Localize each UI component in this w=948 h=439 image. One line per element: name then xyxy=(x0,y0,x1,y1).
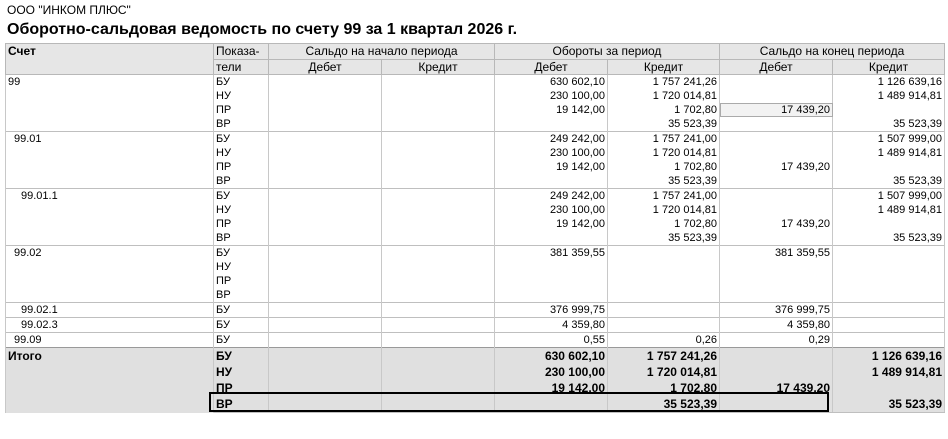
trial-balance-table xyxy=(5,43,945,413)
opening-debit-cell[interactable] xyxy=(269,231,382,246)
table-row[interactable] xyxy=(6,117,945,132)
table-row[interactable] xyxy=(6,160,945,174)
opening-credit-cell[interactable] xyxy=(382,246,495,261)
opening-credit-cell[interactable] xyxy=(382,217,495,231)
total-opening-debit-cell[interactable] xyxy=(269,396,382,413)
turnover-debit-cell[interactable]: 249 242,00 xyxy=(495,189,608,204)
header-opening-balance: Сальдо на начало периода xyxy=(269,44,495,60)
turnover-credit-cell[interactable]: 1 757 241,00 xyxy=(608,189,720,204)
indicator-cell[interactable]: ВР xyxy=(214,288,269,303)
table-row[interactable] xyxy=(6,203,945,217)
closing-debit-cell[interactable] xyxy=(720,89,833,103)
total-opening-credit-cell[interactable] xyxy=(382,380,495,396)
account-cell[interactable] xyxy=(6,174,214,189)
closing-credit-cell[interactable] xyxy=(833,217,945,231)
opening-credit-cell[interactable] xyxy=(382,288,495,303)
opening-debit-cell[interactable] xyxy=(269,203,382,217)
account-cell[interactable]: 99.01 xyxy=(6,132,214,147)
header-opening-debit: Дебет xyxy=(269,60,382,75)
indicator-cell[interactable]: БУ xyxy=(214,132,269,147)
total-opening-debit-cell[interactable] xyxy=(269,364,382,380)
table-row[interactable] xyxy=(6,231,945,246)
indicator-cell[interactable]: БУ xyxy=(214,303,269,318)
indicator-cell[interactable]: ВР xyxy=(214,117,269,132)
total-closing-credit-cell[interactable]: 1 126 639,16 xyxy=(833,348,945,365)
closing-credit-cell[interactable] xyxy=(833,318,945,333)
opening-debit-cell[interactable] xyxy=(269,217,382,231)
table-row[interactable] xyxy=(6,303,945,318)
header-turnover: Обороты за период xyxy=(495,44,720,60)
account-cell[interactable] xyxy=(6,260,214,274)
closing-debit-cell[interactable] xyxy=(720,260,833,274)
turnover-debit-cell[interactable]: 19 142,00 xyxy=(495,160,608,174)
header-closing-credit: Кредит xyxy=(833,60,945,75)
closing-credit-cell[interactable] xyxy=(833,160,945,174)
header-indicators: Показа- xyxy=(214,44,269,60)
closing-credit-cell[interactable] xyxy=(833,303,945,318)
account-cell[interactable] xyxy=(6,217,214,231)
turnover-credit-cell[interactable]: 1 720 014,81 xyxy=(608,146,720,160)
opening-debit-cell[interactable] xyxy=(269,246,382,261)
opening-credit-cell[interactable] xyxy=(382,274,495,288)
turnover-credit-cell[interactable] xyxy=(608,260,720,274)
indicator-cell[interactable]: ПР xyxy=(214,217,269,231)
total-opening-debit-cell[interactable] xyxy=(269,380,382,396)
opening-credit-cell[interactable] xyxy=(382,333,495,348)
turnover-debit-cell[interactable] xyxy=(495,117,608,132)
total-turnover-debit-cell[interactable]: 19 142,00 xyxy=(495,380,608,396)
closing-debit-cell[interactable]: 376 999,75 xyxy=(720,303,833,318)
total-opening-credit-cell[interactable] xyxy=(382,348,495,365)
closing-credit-cell[interactable] xyxy=(833,260,945,274)
opening-credit-cell[interactable] xyxy=(382,117,495,132)
turnover-debit-cell[interactable]: 19 142,00 xyxy=(495,103,608,117)
turnover-debit-cell[interactable] xyxy=(495,260,608,274)
opening-credit-cell[interactable] xyxy=(382,189,495,204)
opening-credit-cell[interactable] xyxy=(382,75,495,90)
opening-credit-cell[interactable] xyxy=(382,132,495,147)
account-cell[interactable] xyxy=(6,274,214,288)
total-turnover-debit-cell[interactable]: 630 602,10 xyxy=(495,348,608,365)
indicator-cell[interactable]: ПР xyxy=(214,274,269,288)
turnover-debit-cell[interactable]: 0,55 xyxy=(495,333,608,348)
turnover-debit-cell[interactable] xyxy=(495,174,608,189)
closing-debit-cell[interactable] xyxy=(720,132,833,147)
turnover-credit-cell[interactable]: 1 757 241,00 xyxy=(608,132,720,147)
total-closing-credit-cell[interactable]: 1 489 914,81 xyxy=(833,364,945,380)
indicator-cell[interactable]: НУ xyxy=(214,89,269,103)
turnover-credit-cell[interactable] xyxy=(608,303,720,318)
header-closing-balance: Сальдо на конец периода xyxy=(720,44,945,60)
closing-debit-cell[interactable] xyxy=(720,203,833,217)
account-cell[interactable]: 99.09 xyxy=(6,333,214,348)
total-closing-debit-cell[interactable] xyxy=(720,364,833,380)
total-closing-debit-cell[interactable] xyxy=(720,348,833,365)
closing-debit-cell[interactable] xyxy=(720,174,833,189)
closing-credit-cell[interactable]: 35 523,39 xyxy=(833,117,945,132)
indicator-cell[interactable]: НУ xyxy=(214,146,269,160)
turnover-credit-cell[interactable]: 1 702,80 xyxy=(608,103,720,117)
turnover-debit-cell[interactable]: 630 602,10 xyxy=(495,75,608,90)
opening-credit-cell[interactable] xyxy=(382,318,495,333)
closing-credit-cell[interactable]: 1 489 914,81 xyxy=(833,203,945,217)
closing-credit-cell[interactable] xyxy=(833,274,945,288)
total-indicator-cell[interactable]: БУ xyxy=(214,348,269,365)
turnover-credit-cell[interactable]: 1 702,80 xyxy=(608,217,720,231)
indicator-cell[interactable]: БУ xyxy=(214,189,269,204)
opening-debit-cell[interactable] xyxy=(269,189,382,204)
turnover-credit-cell[interactable]: 1 757 241,26 xyxy=(608,75,720,90)
turnover-debit-cell[interactable]: 4 359,80 xyxy=(495,318,608,333)
closing-credit-cell[interactable]: 35 523,39 xyxy=(833,231,945,246)
table-row[interactable] xyxy=(6,75,945,90)
total-indicator-cell[interactable]: ПР xyxy=(214,380,269,396)
report-title: Оборотно-сальдовая ведомость по счету 99 за 1 квартал 2026 г. xyxy=(7,21,518,38)
account-cell[interactable] xyxy=(6,146,214,160)
closing-debit-cell[interactable] xyxy=(720,274,833,288)
indicator-cell[interactable]: БУ xyxy=(214,333,269,348)
closing-debit-cell[interactable]: 381 359,55 xyxy=(720,246,833,261)
indicator-cell[interactable]: ПР xyxy=(214,160,269,174)
account-cell[interactable] xyxy=(6,203,214,217)
table-row[interactable] xyxy=(6,174,945,189)
total-turnover-debit-cell[interactable]: 230 100,00 xyxy=(495,364,608,380)
account-cell[interactable] xyxy=(6,288,214,303)
total-closing-credit-cell[interactable] xyxy=(833,380,945,396)
account-cell[interactable] xyxy=(6,160,214,174)
header-account: Счет xyxy=(6,44,214,75)
opening-debit-cell[interactable] xyxy=(269,274,382,288)
total-closing-credit-cell[interactable]: 35 523,39 xyxy=(833,396,945,413)
opening-credit-cell[interactable] xyxy=(382,303,495,318)
turnover-debit-cell[interactable]: 249 242,00 xyxy=(495,132,608,147)
total-indicator-cell[interactable]: НУ xyxy=(214,364,269,380)
turnover-debit-cell[interactable]: 230 100,00 xyxy=(495,89,608,103)
indicator-cell[interactable]: НУ xyxy=(214,203,269,217)
turnover-debit-cell[interactable]: 381 359,55 xyxy=(495,246,608,261)
turnover-credit-cell[interactable]: 35 523,39 xyxy=(608,117,720,132)
turnover-credit-cell[interactable] xyxy=(608,246,720,261)
account-cell[interactable]: 99.02 xyxy=(6,246,214,261)
table-row[interactable] xyxy=(6,246,945,261)
opening-debit-cell[interactable] xyxy=(269,260,382,274)
turnover-credit-cell[interactable]: 35 523,39 xyxy=(608,174,720,189)
opening-debit-cell[interactable] xyxy=(269,288,382,303)
closing-credit-cell[interactable] xyxy=(833,103,945,117)
total-row[interactable] xyxy=(6,348,945,365)
closing-credit-cell[interactable] xyxy=(833,246,945,261)
table-row[interactable] xyxy=(6,146,945,160)
indicator-cell[interactable]: НУ xyxy=(214,260,269,274)
total-turnover-credit-cell[interactable]: 1 702,80 xyxy=(608,380,720,396)
turnover-credit-cell[interactable]: 1 720 014,81 xyxy=(608,203,720,217)
turnover-credit-cell[interactable]: 1 702,80 xyxy=(608,160,720,174)
indicator-cell[interactable]: БУ xyxy=(214,318,269,333)
total-turnover-credit-cell[interactable]: 35 523,39 xyxy=(608,396,720,413)
total-label[interactable]: Итого xyxy=(6,348,214,413)
opening-credit-cell[interactable] xyxy=(382,231,495,246)
closing-debit-cell[interactable]: 17 439,20 xyxy=(720,160,833,174)
account-cell[interactable]: 99.01.1 xyxy=(6,189,214,204)
opening-credit-cell[interactable] xyxy=(382,160,495,174)
indicator-cell[interactable]: ВР xyxy=(214,231,269,246)
opening-debit-cell[interactable] xyxy=(269,117,382,132)
account-cell[interactable] xyxy=(6,231,214,246)
account-cell[interactable] xyxy=(6,89,214,103)
opening-debit-cell[interactable] xyxy=(269,132,382,147)
total-indicator-cell[interactable]: ВР xyxy=(214,396,269,413)
opening-debit-cell[interactable] xyxy=(269,333,382,348)
turnover-debit-cell[interactable] xyxy=(495,274,608,288)
turnover-credit-cell[interactable]: 35 523,39 xyxy=(608,231,720,246)
account-cell[interactable]: 99.02.1 xyxy=(6,303,214,318)
total-closing-debit-cell[interactable] xyxy=(720,396,833,413)
total-turnover-credit-cell[interactable]: 1 757 241,26 xyxy=(608,348,720,365)
total-opening-debit-cell[interactable] xyxy=(269,348,382,365)
turnover-credit-cell[interactable] xyxy=(608,288,720,303)
table-row[interactable] xyxy=(6,274,945,288)
closing-debit-cell[interactable] xyxy=(720,189,833,204)
closing-debit-cell[interactable]: 0,29 xyxy=(720,333,833,348)
opening-debit-cell[interactable] xyxy=(269,89,382,103)
closing-debit-cell[interactable] xyxy=(720,117,833,132)
opening-credit-cell[interactable] xyxy=(382,203,495,217)
opening-credit-cell[interactable] xyxy=(382,174,495,189)
opening-debit-cell[interactable] xyxy=(269,160,382,174)
turnover-credit-cell[interactable]: 1 720 014,81 xyxy=(608,89,720,103)
total-opening-credit-cell[interactable] xyxy=(382,364,495,380)
table-row[interactable] xyxy=(6,132,945,147)
opening-credit-cell[interactable] xyxy=(382,146,495,160)
opening-debit-cell[interactable] xyxy=(269,103,382,117)
account-cell[interactable]: 99.02.3 xyxy=(6,318,214,333)
indicator-cell[interactable]: ВР xyxy=(214,174,269,189)
header-turnover-credit: Кредит xyxy=(608,60,720,75)
indicator-cell[interactable]: БУ xyxy=(214,246,269,261)
opening-credit-cell[interactable] xyxy=(382,260,495,274)
opening-credit-cell[interactable] xyxy=(382,89,495,103)
total-turnover-debit-cell[interactable] xyxy=(495,396,608,413)
table-row[interactable] xyxy=(6,260,945,274)
table-row[interactable] xyxy=(6,189,945,204)
closing-debit-cell[interactable] xyxy=(720,75,833,90)
opening-debit-cell[interactable] xyxy=(269,303,382,318)
organization-name: ООО "ИНКОМ ПЛЮС" xyxy=(7,3,131,17)
indicator-cell[interactable]: БУ xyxy=(214,75,269,90)
header-closing-debit: Дебет xyxy=(720,60,833,75)
closing-credit-cell[interactable]: 1 507 999,00 xyxy=(833,132,945,147)
closing-debit-cell[interactable]: 4 359,80 xyxy=(720,318,833,333)
closing-debit-cell[interactable]: 17 439,20 xyxy=(720,103,833,117)
turnover-debit-cell[interactable]: 230 100,00 xyxy=(495,146,608,160)
header-indicators-2: тели xyxy=(214,60,269,75)
turnover-debit-cell[interactable]: 376 999,75 xyxy=(495,303,608,318)
opening-debit-cell[interactable] xyxy=(269,318,382,333)
table-row[interactable] xyxy=(6,318,945,333)
account-cell[interactable] xyxy=(6,103,214,117)
closing-credit-cell[interactable]: 1 489 914,81 xyxy=(833,146,945,160)
table-row[interactable] xyxy=(6,217,945,231)
closing-debit-cell[interactable] xyxy=(720,231,833,246)
opening-debit-cell[interactable] xyxy=(269,174,382,189)
closing-credit-cell[interactable]: 35 523,39 xyxy=(833,174,945,189)
opening-debit-cell[interactable] xyxy=(269,75,382,90)
header-opening-credit: Кредит xyxy=(382,60,495,75)
turnover-credit-cell[interactable] xyxy=(608,274,720,288)
turnover-debit-cell[interactable] xyxy=(495,288,608,303)
turnover-credit-cell[interactable] xyxy=(608,318,720,333)
opening-credit-cell[interactable] xyxy=(382,103,495,117)
turnover-debit-cell[interactable]: 230 100,00 xyxy=(495,203,608,217)
header-turnover-debit: Дебет xyxy=(495,60,608,75)
closing-credit-cell[interactable] xyxy=(833,333,945,348)
closing-debit-cell[interactable] xyxy=(720,288,833,303)
account-cell[interactable]: 99 xyxy=(6,75,214,90)
table-row[interactable] xyxy=(6,333,945,348)
table-row[interactable] xyxy=(6,288,945,303)
total-closing-debit-cell[interactable]: 17 439,20 xyxy=(720,380,833,396)
closing-debit-cell[interactable]: 17 439,20 xyxy=(720,217,833,231)
indicator-cell[interactable]: ПР xyxy=(214,103,269,117)
total-opening-credit-cell[interactable] xyxy=(382,396,495,413)
closing-credit-cell[interactable]: 1 489 914,81 xyxy=(833,89,945,103)
closing-credit-cell[interactable]: 1 126 639,16 xyxy=(833,75,945,90)
closing-debit-cell[interactable] xyxy=(720,146,833,160)
closing-credit-cell[interactable]: 1 507 999,00 xyxy=(833,189,945,204)
turnover-debit-cell[interactable] xyxy=(495,231,608,246)
total-turnover-credit-cell[interactable]: 1 720 014,81 xyxy=(608,364,720,380)
account-cell[interactable] xyxy=(6,117,214,132)
table-row[interactable] xyxy=(6,103,945,117)
opening-debit-cell[interactable] xyxy=(269,146,382,160)
turnover-debit-cell[interactable]: 19 142,00 xyxy=(495,217,608,231)
closing-credit-cell[interactable] xyxy=(833,288,945,303)
turnover-credit-cell[interactable]: 0,26 xyxy=(608,333,720,348)
table-row[interactable] xyxy=(6,89,945,103)
